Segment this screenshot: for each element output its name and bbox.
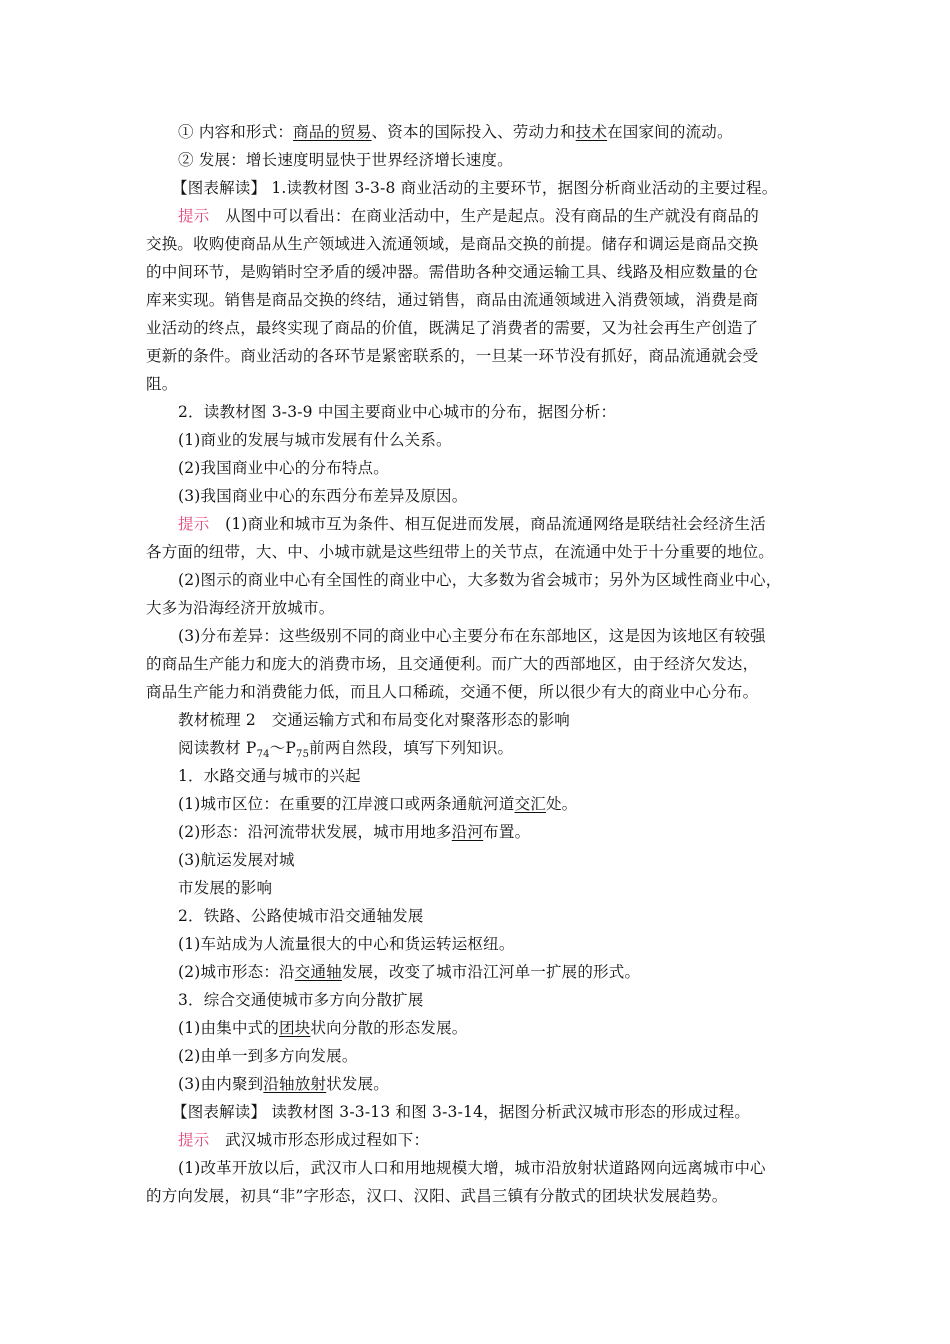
fill-blank-answer: 沿轴放射 bbox=[263, 1075, 327, 1093]
text-line: 更新的条件。商业活动的各环节是紧密联系的，一旦某一环节没有抓好，商品流通就会受 bbox=[146, 347, 759, 365]
reading-instruction: 阅读教材 $P_{74}\sim P_{75}$前两自然段，填写下列知识。 bbox=[178, 739, 514, 761]
text-line: (2)城市形态：沿交通轴发展，改变了城市沿江河单一扩展的形式。 bbox=[178, 963, 641, 981]
text-line: (1)车站成为人流量很大的中心和货运转运枢纽。 bbox=[178, 935, 515, 953]
hint-label: 提示 bbox=[178, 1131, 210, 1149]
text-line: 库来实现。销售是商品交换的终结，通过销售，商品由流通领域进入消费领域，消费是商 bbox=[146, 291, 759, 309]
fill-blank-answer: 团块 bbox=[279, 1019, 311, 1037]
hint-paragraph: 提示 (1)商业和城市互为条件、相互促进而发展，商品流通网络是联结社会经济生活 bbox=[178, 515, 766, 533]
text-line: (2)图示的商业中心有全国性的商业中心，大多数为省会城市；另外为区域性商业中心， bbox=[178, 571, 782, 589]
text-line: ② 发展：增长速度明显快于世界经济增长速度。 bbox=[178, 151, 513, 169]
subsection-heading: 2．铁路、公路使城市沿交通轴发展 bbox=[178, 907, 424, 925]
text-line: 的方向发展，初具“非”字形态，汉口、汉阳、武昌三镇有分散式的团块状发展趋势。 bbox=[146, 1187, 728, 1205]
text-line: 各方面的纽带，大、中、小城市就是这些纽带上的关节点，在流通中处于十分重要的地位。 bbox=[146, 543, 775, 561]
hint-paragraph: 提示 从图中可以看出：在商业活动中，生产是起点。没有商品的生产就没有商品的 bbox=[178, 207, 759, 225]
text-line: 的商品生产能力和庞大的消费市场，且交通便利。而广大的西部地区，由于经济欠发达， bbox=[146, 655, 759, 673]
chart-reading-heading: 【图表解读】 读教材图 3-3-13 和图 3-3-14，据图分析武汉城市形态的形成过程。 bbox=[172, 1103, 751, 1121]
hint-label: 提示 bbox=[178, 207, 210, 225]
text-line: ① 内容和形式：商品的贸易、资本的国际投入、劳动力和技术在国家间的流动。 bbox=[178, 123, 733, 141]
text-line: (3)航运发展对城 bbox=[178, 851, 295, 869]
subsection-heading: 1．水路交通与城市的兴起 bbox=[178, 767, 361, 785]
fill-blank-answer: 交通轴 bbox=[294, 963, 342, 981]
text-line: 大多为沿海经济开放城市。 bbox=[146, 599, 335, 617]
text-line: (1)改革开放以后，武汉市人口和用地规模大增，城市沿放射状道路网向远离城市中心 bbox=[178, 1159, 766, 1177]
chart-reading-heading: 【图表解读】 1.读教材图 3-3-8 商业活动的主要环节，据图分析商业活动的主要过程。 bbox=[172, 179, 778, 197]
question-item: (2)我国商业中心的分布特点。 bbox=[178, 459, 389, 477]
section-heading: 教材梳理 2 交通运输方式和布局变化对聚落形态的影响 bbox=[178, 711, 570, 729]
text-line: 交换。收购使商品从生产领域进入流通领域，是商品交换的前提。储存和调运是商品交换 bbox=[146, 235, 759, 253]
text-line: (3)分布差异：这些级别不同的商业中心主要分布在东部地区，这是因为该地区有较强 bbox=[178, 627, 766, 645]
text-line: 商品生产能力和消费能力低，而且人口稀疏，交通不便，所以很少有大的商业中心分布。 bbox=[146, 683, 759, 701]
fill-blank-answer: 商品的贸易 bbox=[293, 123, 372, 141]
text-line: 的中间环节，是购销时空矛盾的缓冲器。需借助各种交通运输工具、线路及相应数量的仓 bbox=[146, 263, 759, 281]
fill-blank-answer: 沿河 bbox=[451, 823, 484, 841]
fill-blank-answer: 交汇 bbox=[514, 795, 546, 813]
subsection-heading: 3．综合交通使城市多方向分散扩展 bbox=[178, 991, 424, 1009]
text-line: 阻。 bbox=[146, 375, 178, 393]
question-item: (3)我国商业中心的东西分布差异及原因。 bbox=[178, 487, 468, 505]
text-line: 业活动的终点，最终实现了商品的价值，既满足了消费者的需要，又为社会再生产创造了 bbox=[146, 319, 759, 337]
text-line: (2)形态：沿河流带状发展，城市用地多沿河布置。 bbox=[178, 823, 531, 841]
question-item: (1)商业的发展与城市发展有什么关系。 bbox=[178, 431, 452, 449]
hint-paragraph: 提示 武汉城市形态形成过程如下： bbox=[178, 1131, 430, 1149]
question-heading: 2．读教材图 3-3-9 中国主要商业中心城市的分布，据图分析： bbox=[178, 403, 617, 421]
text-line: 市发展的影响 bbox=[178, 879, 273, 897]
text-line: (1)由集中式的团块状向分散的形态发展。 bbox=[178, 1019, 468, 1037]
fill-blank-answer: 技术 bbox=[575, 123, 608, 141]
text-line: (1)城市区位：在重要的江岸渡口或两条通航河道交汇处。 bbox=[178, 795, 578, 813]
hint-label: 提示 bbox=[178, 515, 210, 533]
text-line: (2)由单一到多方向发展。 bbox=[178, 1047, 358, 1065]
text-line: (3)由内聚到沿轴放射状发展。 bbox=[178, 1075, 389, 1093]
